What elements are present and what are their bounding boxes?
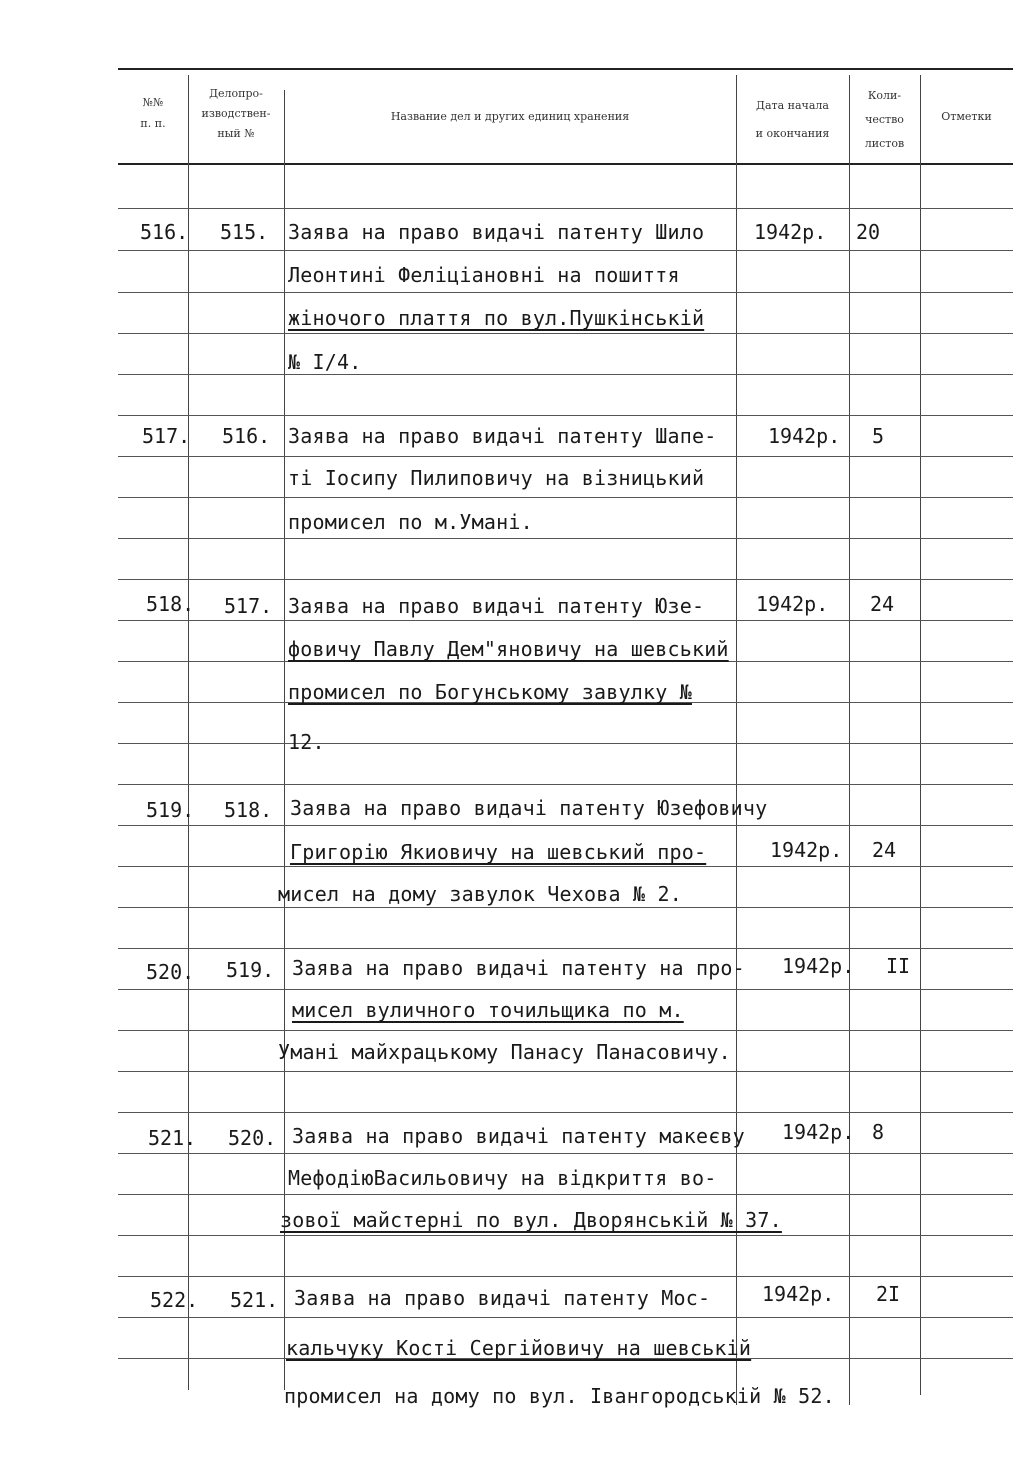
record-number: 516. [140, 220, 189, 244]
record-sheets: II [886, 954, 911, 978]
record-sheets: 5 [872, 424, 885, 448]
record-number: 522. [150, 1288, 199, 1312]
record-date: 1942р. [754, 220, 827, 244]
record-number: 520. [146, 960, 195, 984]
record-title-line: фовичу Павлу Дем"яновичу на шевський [288, 637, 729, 661]
record-date: 1942р. [770, 838, 843, 862]
record-title-line: промисел по м.Умані. [288, 510, 533, 534]
record-title-line: мисел вуличного точильщика по м. [292, 998, 684, 1022]
header-col-sheets: Коли- чество листов [864, 89, 905, 150]
case-number: 521. [230, 1288, 279, 1312]
case-number: 519. [226, 958, 275, 982]
record-title-line: Заява на право видачі патенту Шило [288, 220, 705, 244]
case-number: 515. [220, 220, 269, 244]
record-title-line: зової майстерні по вул. Дворянській № 37. [280, 1208, 782, 1232]
header-col-case-num: Делопро- изводствен- ный № [201, 87, 271, 140]
case-number: 517. [224, 594, 273, 618]
record-title-line: Заява на право видачі патенту Юзефовичу [290, 796, 768, 820]
record-date: 1942р. [768, 424, 841, 448]
record-date: 1942р. [782, 954, 855, 978]
record-title-line: мисел на дому завулок Чехова № 2. [278, 882, 682, 906]
header-col-dates: Дата начала и окончания [755, 99, 830, 140]
record-date: 1942р. [782, 1120, 855, 1144]
record-number: 518. [146, 592, 195, 616]
record-title-line: Заява на право видачі патенту Юзе- [288, 594, 705, 618]
record-sheets: 8 [872, 1120, 885, 1144]
record-title-line: кальчуку Кості Сергійовичу на шевській [286, 1336, 752, 1360]
record-sheets: 20 [856, 220, 881, 244]
record-title-line: Заява на право видачі патенту на про- [292, 956, 745, 980]
case-number: 520. [228, 1126, 277, 1150]
record-date: 1942р. [762, 1282, 835, 1306]
record-sheets: 2I [876, 1282, 901, 1306]
record-title-line: ті Іосипу Пилиповичу на візницький [288, 466, 705, 490]
record-title-line: Заява на право видачі патенту Мос- [294, 1286, 711, 1310]
record-title-line: 12. [288, 730, 325, 754]
record-title-line: жіночого плаття по вул.Пушкінській [288, 306, 705, 330]
record-number: 521. [148, 1126, 197, 1150]
record-title-line: Заява на право видачі патенту Шапе- [288, 424, 717, 448]
case-number: 518. [224, 798, 273, 822]
record-title-line: промисел на дому по вул. Івангородській № 52. [284, 1384, 835, 1408]
record-title-line: Заява на право видачі патенту макеєву [292, 1124, 745, 1148]
record-sheets: 24 [872, 838, 897, 862]
record-sheets: 24 [870, 592, 895, 616]
record-title-line: № I/4. [288, 350, 362, 374]
record-number: 519. [146, 798, 195, 822]
record-title-line: промисел по Богунському завулку № [288, 680, 692, 704]
record-title-line: Умані майхрацькому Панасу Панасовичу. [278, 1040, 731, 1064]
header-col-notes: Отметки [941, 110, 992, 123]
record-date: 1942р. [756, 592, 829, 616]
record-title-line: МефодіюВасильовичу на відкриття во- [288, 1166, 717, 1190]
case-number: 516. [222, 424, 271, 448]
header-col-num: №№ п. п. [140, 96, 166, 130]
header-col-title: Название дел и других единиц хранения [390, 110, 630, 123]
record-number: 517. [142, 424, 191, 448]
record-title-line: Леонтині Феліціановні на пошиття [288, 263, 680, 287]
record-title-line: Григорію Якиовичу на шевський про- [290, 840, 707, 864]
